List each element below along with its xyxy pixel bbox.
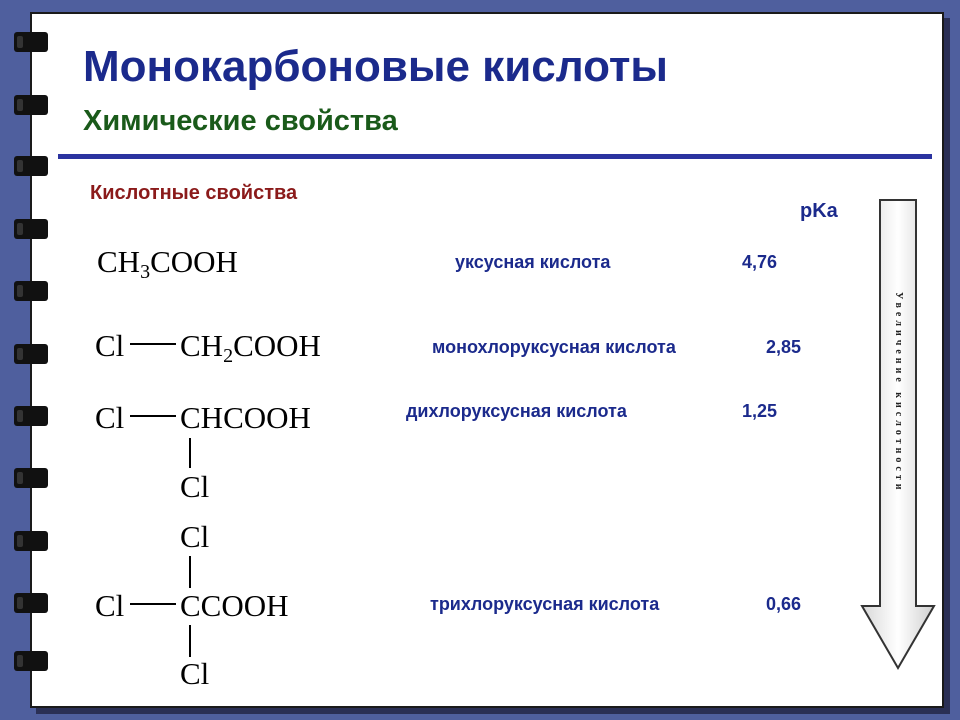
- pka-value: 1,25: [742, 401, 778, 421]
- bond-line: [130, 603, 176, 605]
- binder-ring: [14, 156, 48, 176]
- chlorine-atom: Cl: [95, 328, 125, 363]
- pka-value: 2,85: [766, 337, 802, 357]
- binder-ring: [14, 281, 48, 301]
- formula-trichloroacetic-acid: CCOOH: [180, 588, 289, 623]
- formula-acetic-acid: $CH_3COOH$: [97, 244, 238, 283]
- binder-ring: [14, 468, 48, 488]
- pka-column-header: pKa: [800, 200, 838, 222]
- pka-value: 0,66: [766, 594, 802, 614]
- compound-name: трихлоруксусная кислота: [430, 594, 660, 614]
- section-heading: Кислотные свойства: [90, 182, 298, 204]
- pka-value: 4,76: [742, 252, 778, 272]
- binder-ring: [14, 651, 48, 671]
- bond-line: [189, 438, 191, 468]
- binder-ring: [14, 95, 48, 115]
- binder-ring: [14, 219, 48, 239]
- chlorine-atom: Cl: [180, 519, 210, 554]
- chlorine-atom: Cl: [95, 588, 125, 623]
- bond-line: [130, 343, 176, 345]
- bond-line: [189, 625, 191, 657]
- chlorine-atom: Cl: [180, 469, 210, 504]
- title-divider: [58, 154, 932, 159]
- compound-name: дихлоруксусная кислота: [406, 401, 627, 421]
- binder-ring: [14, 531, 48, 551]
- compound-name: уксусная кислота: [455, 252, 611, 272]
- chlorine-atom: Cl: [95, 400, 125, 435]
- binder-ring: [14, 406, 48, 426]
- bond-line: [189, 556, 191, 588]
- formula-dichloroacetic-acid: CHCOOH: [180, 400, 311, 435]
- compound-name: монохлоруксусная кислота: [432, 337, 676, 357]
- slide-subtitle: Химические свойства: [83, 105, 398, 137]
- binder-ring: [14, 593, 48, 613]
- binder-ring: [14, 32, 48, 52]
- bond-line: [130, 415, 176, 417]
- arrow-label: Увеличение кислотности: [893, 292, 904, 494]
- formula-monochloroacetic-acid: $CH_2COOH$: [180, 328, 321, 367]
- slide-title: Монокарбоновые кислоты: [83, 42, 668, 91]
- binder-ring: [14, 344, 48, 364]
- chlorine-atom: Cl: [180, 656, 210, 691]
